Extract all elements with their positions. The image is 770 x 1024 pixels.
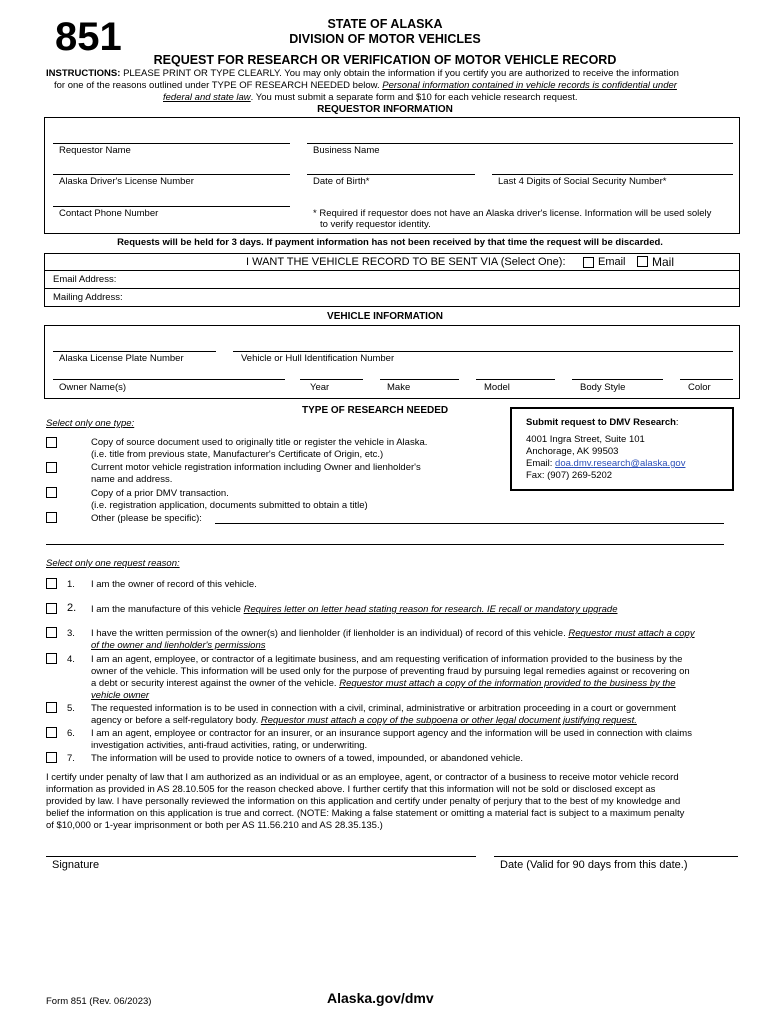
dob-label: Date of Birth* bbox=[313, 176, 370, 187]
reason-3-note: Requestor must attach a copy bbox=[568, 628, 695, 639]
reason-checkbox-4[interactable] bbox=[46, 653, 57, 664]
reason-1-number: 1. bbox=[67, 579, 75, 590]
instructions-fee: . You must submit a separate form and $10 for each vehicle research request. bbox=[250, 92, 578, 103]
reason-3-note-2: of the owner and lienholder's permissions bbox=[91, 640, 266, 651]
requestor-footnote: * Required if requestor does not have an Alaska driver's license. Information will be used solely bbox=[313, 208, 712, 219]
reason-4-note: Requestor must attach a copy of the information provided to the business by the bbox=[339, 678, 676, 689]
requestor-footnote-2: to verify requestor identity. bbox=[320, 219, 431, 230]
form-title: REQUEST FOR RESEARCH OR VERIFICATION OF MOTOR VEHICLE RECORD bbox=[153, 53, 617, 67]
instructions-label: INSTRUCTIONS: bbox=[46, 68, 121, 79]
mailing-address-label[interactable]: Mailing Address: bbox=[53, 292, 123, 303]
delivery-prompt: I WANT THE VEHICLE RECORD TO BE SENT VIA (Select One): bbox=[246, 256, 566, 268]
reason-6-line-1: I am an agent, employee or contractor for an insurer, or an insurance support agency and the information will be used in connection with claims bbox=[91, 728, 692, 739]
reason-4-line-2: owner of the vehicle. This information will be used only for the purpose of preventing fraud by pursuing legal remedies against or recovering on bbox=[91, 666, 690, 677]
instructions-line3 bbox=[163, 92, 723, 104]
reason-checkbox-1[interactable] bbox=[46, 578, 57, 589]
reason-4-note-2: vehicle owner bbox=[91, 690, 150, 701]
plate-line[interactable] bbox=[53, 351, 216, 352]
reason-4-line-1: I am an agent, employee, or contractor of a legitimate business, and am requesting verification of information provided to the business by the bbox=[91, 654, 683, 665]
research-item-3: Copy of a prior DMV transaction. bbox=[91, 488, 229, 499]
email-checkbox[interactable] bbox=[583, 257, 594, 268]
submit-heading-colon: : bbox=[675, 417, 679, 428]
license-number-line[interactable] bbox=[53, 174, 290, 175]
form-revision: Form 851 (Rev. 06/2023) bbox=[46, 996, 152, 1007]
reasons-select-label: Select only one request reason: bbox=[46, 558, 180, 569]
state-heading: STATE OF ALASKA bbox=[327, 17, 443, 31]
research-item-4: Other (please be specific): bbox=[91, 513, 202, 524]
other-specify-line[interactable] bbox=[215, 523, 724, 524]
research-item-3-note: (i.e. registration application, documents submitted to obtain a title) bbox=[91, 500, 368, 511]
instructions-text: You may only obtain the information if you certify you are authorized to receive the information bbox=[284, 68, 679, 79]
email-option-label: Email bbox=[598, 256, 626, 268]
reason-5-line-2 bbox=[91, 715, 637, 726]
signature-label: Signature bbox=[52, 859, 100, 871]
research-item-1: Copy of source document used to originally title or register the vehicle in Alaska. bbox=[91, 437, 428, 448]
research-checkbox-4[interactable] bbox=[46, 512, 57, 523]
make-label: Make bbox=[387, 382, 411, 393]
requestor-heading: REQUESTOR INFORMATION bbox=[317, 104, 453, 115]
reason-7: The information will be used to provide notice to owners of a towed, impounded, or abandoned vehicle. bbox=[91, 753, 523, 764]
date-label: Date (Valid for 90 days from this date.) bbox=[500, 859, 688, 871]
year-line[interactable] bbox=[300, 379, 363, 380]
instructions-confidential: Personal information contained in vehicle records is confidential under bbox=[382, 80, 677, 91]
reason-2-text: I am the manufacture of this vehicle bbox=[91, 604, 241, 615]
research-item-1-note: (i.e. title from previous state, Manufacturer's Certificate of Origin, etc.) bbox=[91, 449, 384, 460]
body-style-line[interactable] bbox=[572, 379, 663, 380]
reason-5-note: Requestor must attach a copy of the subpoena or other legal document justifying request. bbox=[260, 715, 637, 726]
delivery-divider bbox=[44, 270, 740, 271]
instructions-line2 bbox=[54, 80, 754, 92]
business-name-label: Business Name bbox=[313, 145, 380, 156]
reason-1: I am the owner of record of this vehicle. bbox=[91, 579, 257, 590]
owner-label: Owner Name(s) bbox=[59, 382, 127, 393]
make-line[interactable] bbox=[380, 379, 459, 380]
requestor-name-line[interactable] bbox=[53, 143, 290, 144]
business-name-line[interactable] bbox=[307, 143, 733, 144]
research-checkbox-2[interactable] bbox=[46, 462, 57, 473]
submit-email bbox=[526, 458, 685, 469]
signature-line[interactable] bbox=[46, 856, 476, 857]
research-item-2-note: name and address. bbox=[91, 474, 173, 485]
research-select-label: Select only one type: bbox=[46, 418, 135, 429]
reason-checkbox-6[interactable] bbox=[46, 727, 57, 738]
year-label: Year bbox=[310, 382, 330, 393]
owner-line[interactable] bbox=[53, 379, 285, 380]
mail-option-label: Mail bbox=[652, 255, 675, 269]
certification-line-4: belief the information on this application is true and correct. (NOTE: Making a false statement or omitting a material fact is subject to a maximum penalty bbox=[46, 808, 685, 819]
submit-address-2: Anchorage, AK 99503 bbox=[526, 446, 619, 457]
reason-checkbox-2[interactable] bbox=[46, 603, 57, 614]
instructions bbox=[46, 68, 746, 80]
reason-5-line-2-text: agency or before a self-regulatory body. bbox=[91, 715, 259, 726]
instructions-reasons: for one of the reasons outlined under TYPE OF RESEARCH NEEDED below. bbox=[54, 80, 380, 91]
reason-5-line-1: The requested information is to be used in connection with a civil, criminal, administrative or arbitration proceeding in a court or government bbox=[91, 703, 677, 714]
reason-checkbox-7[interactable] bbox=[46, 752, 57, 763]
reason-4-number: 4. bbox=[67, 654, 75, 665]
submit-heading-text: Submit request to DMV Research bbox=[526, 417, 676, 428]
reason-2-number: 2. bbox=[67, 602, 77, 614]
reason-checkbox-5[interactable] bbox=[46, 702, 57, 713]
hold-notice: Requests will be held for 3 days. If payment information has not been received by that time the request will be discarded. bbox=[117, 237, 663, 248]
certification-line-5: of $10,000 or 1-year imprisonment or both per AS 11.56.210 and AS 28.35.135.) bbox=[46, 820, 383, 831]
submit-email-link[interactable]: doa.dmv.research@alaska.gov bbox=[555, 458, 686, 469]
reason-3-number: 3. bbox=[67, 628, 75, 639]
color-line[interactable] bbox=[680, 379, 733, 380]
submit-email-label: Email: bbox=[526, 458, 553, 469]
research-item-2: Current motor vehicle registration information including Owner and lienholder's bbox=[91, 462, 421, 473]
requestor-name-label: Requestor Name bbox=[59, 145, 131, 156]
vehicle-heading: VEHICLE INFORMATION bbox=[327, 311, 443, 322]
email-address-label[interactable]: Email Address: bbox=[53, 274, 117, 285]
reason-checkbox-3[interactable] bbox=[46, 627, 57, 638]
other-specify-line-2[interactable] bbox=[46, 544, 724, 545]
dob-line[interactable] bbox=[307, 174, 475, 175]
phone-label: Contact Phone Number bbox=[59, 208, 159, 219]
research-heading: TYPE OF RESEARCH NEEDED bbox=[302, 405, 449, 416]
submit-heading bbox=[526, 417, 679, 429]
submit-address-1: 4001 Ingra Street, Suite 101 bbox=[526, 434, 645, 445]
reason-3 bbox=[91, 628, 695, 639]
certification-line-2: information as provided in AS 28.10.505 for the reason checked above. I further certify that this information will not be sold or disclosed except as bbox=[46, 784, 656, 795]
reason-4-line-3-text: a debt or security interest against the owner of the vehicle. bbox=[91, 678, 337, 689]
mail-checkbox[interactable] bbox=[637, 256, 648, 267]
phone-line[interactable] bbox=[53, 206, 290, 207]
division-heading: DIVISION OF MOTOR VEHICLES bbox=[289, 32, 481, 46]
reason-5-number: 5. bbox=[67, 703, 75, 714]
reason-4-line-3 bbox=[91, 678, 676, 689]
research-checkbox-1[interactable] bbox=[46, 437, 57, 448]
reason-3-text: I have the written permission of the owner(s) and lienholder (if lienholder is an individual) of record of this vehicle. bbox=[91, 628, 566, 639]
model-line[interactable] bbox=[476, 379, 555, 380]
research-checkbox-3[interactable] bbox=[46, 487, 57, 498]
vin-line[interactable] bbox=[233, 351, 733, 352]
body-style-label: Body Style bbox=[580, 382, 626, 393]
plate-label: Alaska License Plate Number bbox=[59, 353, 184, 364]
ssn-line[interactable] bbox=[492, 174, 733, 175]
date-line[interactable] bbox=[494, 856, 738, 857]
reason-6-line-2: investigation activities, anti-fraud activities, rating, or underwriting. bbox=[91, 740, 368, 751]
reason-7-number: 7. bbox=[67, 753, 75, 764]
model-label: Model bbox=[484, 382, 510, 393]
form-number: 851 bbox=[55, 15, 122, 59]
instructions-print: PLEASE PRINT OR TYPE CLEARLY. bbox=[123, 68, 282, 79]
license-number-label: Alaska Driver's License Number bbox=[59, 176, 194, 187]
reason-2-note: Requires letter on letter head stating reason for research. IE recall or mandatory upgrade bbox=[243, 604, 618, 615]
website: Alaska.gov/dmv bbox=[327, 990, 434, 1006]
reason-6-number: 6. bbox=[67, 728, 75, 739]
instructions-law: federal and state law bbox=[163, 92, 251, 103]
reason-2 bbox=[91, 604, 617, 615]
certification-line-3: provided by law. I have personally reviewed the information on this application and certify under penalty of perjury that to the best of my knowledge and bbox=[46, 796, 681, 807]
certification-line-1: I certify under penalty of law that I am authorized as an individual or as an employee, agent, or contractor of a business to receive motor vehicle record bbox=[46, 772, 679, 783]
submit-fax: Fax: (907) 269-5202 bbox=[526, 470, 613, 481]
ssn-label: Last 4 Digits of Social Security Number* bbox=[498, 176, 667, 187]
color-label: Color bbox=[688, 382, 711, 393]
delivery-divider-2 bbox=[44, 288, 740, 289]
vin-label: Vehicle or Hull Identification Number bbox=[241, 353, 395, 364]
